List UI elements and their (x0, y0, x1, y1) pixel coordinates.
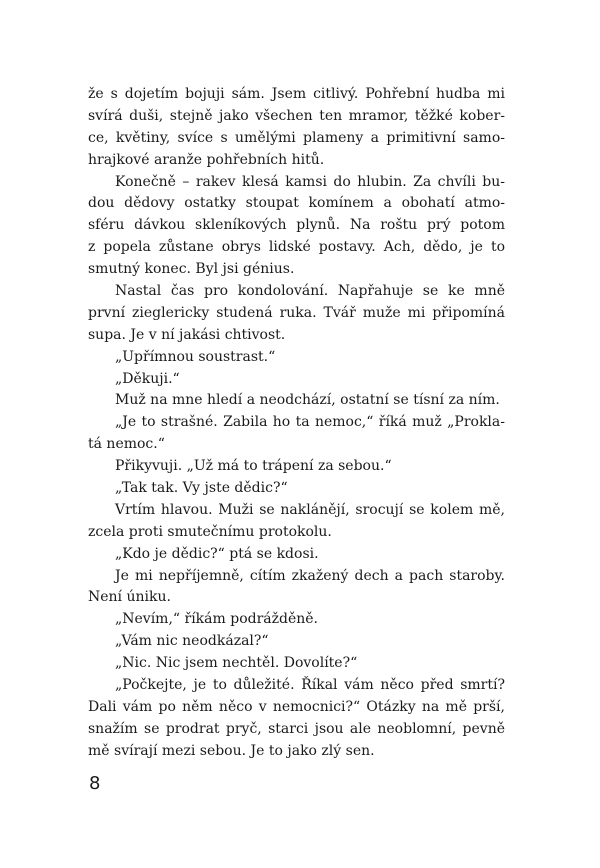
text-line: „Počkejte, je to důležité. Říkal vám něco před smrtí? (115, 677, 505, 694)
body-text (88, 84, 505, 763)
text-line: Konečně – rakev klesá kamsi do hlubin. Za chvíli bu- (115, 173, 505, 190)
text-line: „Tak tak. Vy jste dědic?“ (115, 480, 288, 497)
text-line: že s dojetím bojuji sám. Jsem citlivý. Pohřební hudba mi (88, 86, 505, 102)
text-line: svírá duši, stejně jako všechen ten mramor, těžké kober- (88, 107, 505, 124)
text-line: „Nic. Nic jsem nechtěl. Dovolíte?“ (115, 655, 358, 672)
text-line: Dali vám po něm něco v nemocnici?“ Otázky na mě prší, (88, 698, 505, 715)
page-number: 8 (89, 773, 101, 794)
text-line: „Je to strašné. Zabila ho ta nemoc,“ říká muž „Prokla- (115, 414, 505, 431)
text-line: smutný konec. Byl jsi génius. (88, 261, 295, 278)
text-line: „Upřímnou soustrast.“ (115, 348, 276, 365)
text-line: „Kdo je dědic?“ ptá se kdosi. (115, 545, 319, 562)
text-line: Přikyvuji. „Už má to trápení za sebou.“ (115, 458, 392, 475)
text-line: „Vám nic neodkázal?“ (115, 633, 269, 650)
text-line: „Děkuji.“ (115, 370, 180, 387)
text-line: snažím se prodrat pryč, starci jsou ale neoblomní, pevně (88, 720, 505, 737)
text-line: Nastal čas pro kondolování. Napřahuje se ke mně (115, 283, 505, 300)
text-line: Vrtím hlavou. Muži se naklánějí, srocují se kolem mě, (115, 501, 505, 518)
text-line: mě svírají mezi sebou. Je to jako zlý sen. (88, 742, 375, 759)
text-line: z popela zůstane obrys lidské postavy. Ach, dědo, je to (88, 239, 505, 256)
text-line: sféru dávkou skleníkových plynů. Na roštu prý potom (88, 217, 505, 234)
text-line: první zieglericky studená ruka. Tvář muže mi připomíná (88, 304, 505, 321)
text-line: ce, květiny, svíce s umělými plameny a primitivní samo- (88, 129, 505, 146)
text-line: dou dědovy ostatky stoupat komínem a obohatí atmo- (88, 195, 505, 212)
text-line: Je mi nepříjemně, cítím zkažený dech a pach staroby. (115, 567, 505, 584)
text-line: Muž na mne hledí a neodchází, ostatní se tísní za ním. (115, 392, 500, 409)
text-line: Není úniku. (88, 589, 171, 606)
text-line: supa. Je v ní jakási chtivost. (88, 326, 286, 343)
text-line: tá nemoc.“ (88, 436, 165, 453)
text-line: „Nevím,“ říkám podrážděně. (115, 611, 318, 628)
text-line: zcela proti smutečnímu protokolu. (88, 523, 332, 540)
text-line: hrajkové aranže pohřebních hitů. (88, 151, 325, 168)
